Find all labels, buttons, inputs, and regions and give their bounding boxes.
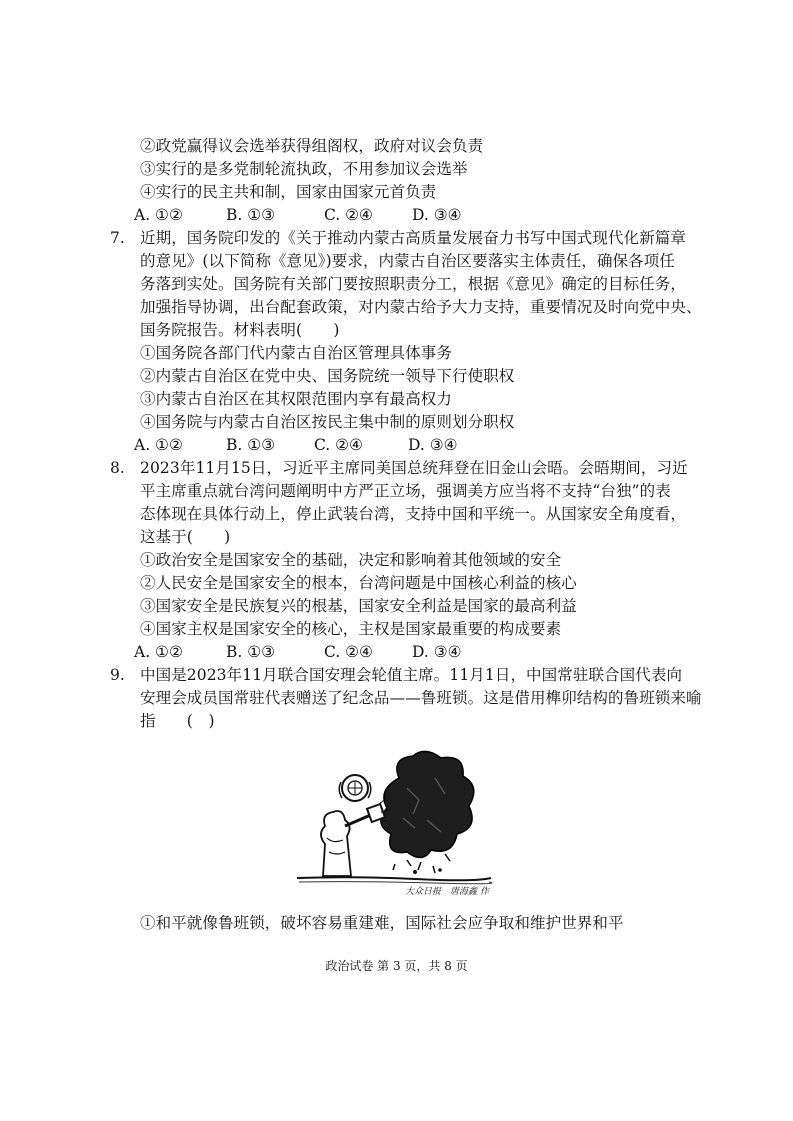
q7-option-b: B. ①③ bbox=[226, 436, 276, 454]
q8-item-3: ③国家安全是民族复兴的根基，国家安全利益是国家的最高利益 bbox=[140, 597, 577, 615]
cartoon-caption: 大众日报 唐海鑫 作 bbox=[405, 887, 489, 897]
q8-item-4: ④国家主权是国家安全的核心，主权是国家最重要的构成要素 bbox=[140, 620, 562, 638]
q8-option-c: C. ②④ bbox=[324, 643, 373, 661]
q7-item-4: ④国务院与内蒙古自治区按民主集中制的原则划分职权 bbox=[140, 413, 515, 431]
q7-item-2: ②内蒙古自治区在党中央、国务院统一领导下行使职权 bbox=[140, 367, 515, 385]
q6-option-d: D. ③④ bbox=[412, 206, 462, 224]
q7-option-a: A. ①② bbox=[134, 436, 183, 454]
q6-option-c: C. ②④ bbox=[324, 206, 373, 224]
q9-stem-line: 指 ( ) bbox=[140, 712, 215, 730]
q7-stem-line: 国务院报告。材料表明( ) bbox=[140, 321, 340, 339]
q9-stem-line: 中国是2023年11月联合国安理会轮值主席。11月1日，中国常驻联合国代表向 bbox=[140, 666, 683, 684]
luban-lock-cartoon bbox=[295, 748, 493, 906]
q8-option-a: A. ①② bbox=[134, 643, 183, 661]
q8-option-d: D. ③④ bbox=[412, 643, 462, 661]
q7-item-1: ①国务院各部门代内蒙古自治区管理具体事务 bbox=[140, 344, 453, 362]
q9-item-1: ①和平就像鲁班锁，破坏容易重建难，国际社会应争取和维护世界和平 bbox=[140, 914, 624, 932]
q7-item-3: ③内蒙古自治区在其权限范围内享有最高权力 bbox=[140, 390, 453, 408]
q8-item-1: ①政治安全是国家安全的基础，决定和影响着其他领域的安全 bbox=[140, 551, 562, 569]
q7-number: 7. bbox=[110, 229, 125, 247]
q7-stem-line: 近期，国务院印发的《关于推动内蒙古高质量发展奋力书写中国式现代化新篇章 bbox=[140, 229, 687, 247]
q8-number: 8. bbox=[110, 459, 125, 477]
q9-number: 9. bbox=[110, 666, 125, 684]
q7-stem-line: 加强指导协调，出台配套政策，对内蒙古给予大力支持，重要情况及时向党中央、 bbox=[140, 298, 702, 316]
q8-item-2: ②人民安全是国家安全的根本，台湾问题是中国核心利益的核心 bbox=[140, 574, 577, 592]
q8-stem-line: 2023年11月15日，习近平主席同美国总统拜登在旧金山会晤。会晤期间，习近 bbox=[140, 459, 688, 477]
q6-item-3: ③实行的是多党制轮流执政，不用参加议会选举 bbox=[140, 160, 468, 178]
q8-stem-line: 这基于( ) bbox=[140, 528, 231, 546]
q7-stem-line: 的意见》(以下简称《意见》)要求，内蒙古自治区要落实主体责任，确保各项任 bbox=[140, 252, 675, 270]
q7-option-d: D. ③④ bbox=[408, 436, 458, 454]
q6-option-b: B. ①③ bbox=[226, 206, 276, 224]
q8-option-b: B. ①③ bbox=[226, 643, 276, 661]
q6-option-a: A. ①② bbox=[134, 206, 183, 224]
q9-stem-line: 安理会成员国常驻代表赠送了纪念品——鲁班锁。这是借用榫卯结构的鲁班锁来喻 bbox=[140, 689, 702, 707]
q8-stem-line: 平主席重点就台湾问题阐明中方严正立场，强调美方应当将不支持“台独”的表 bbox=[140, 482, 671, 500]
q6-item-4: ④实行的民主共和制，国家由国家元首负责 bbox=[140, 183, 437, 201]
q7-option-c: C. ②④ bbox=[314, 436, 363, 454]
q7-stem-line: 务落到实处。国务院有关部门要按照职责分工，根据《意见》确定的目标任务， bbox=[140, 275, 687, 293]
page-footer: 政治试卷 第 3 页，共 8 页 bbox=[325, 959, 468, 973]
q6-item-2: ②政党赢得议会选举获得组阁权，政府对议会负责 bbox=[140, 137, 484, 155]
q8-stem-line: 态体现在具体行动上，停止武装台湾，支持中国和平统一。从国家安全角度看， bbox=[140, 505, 687, 523]
